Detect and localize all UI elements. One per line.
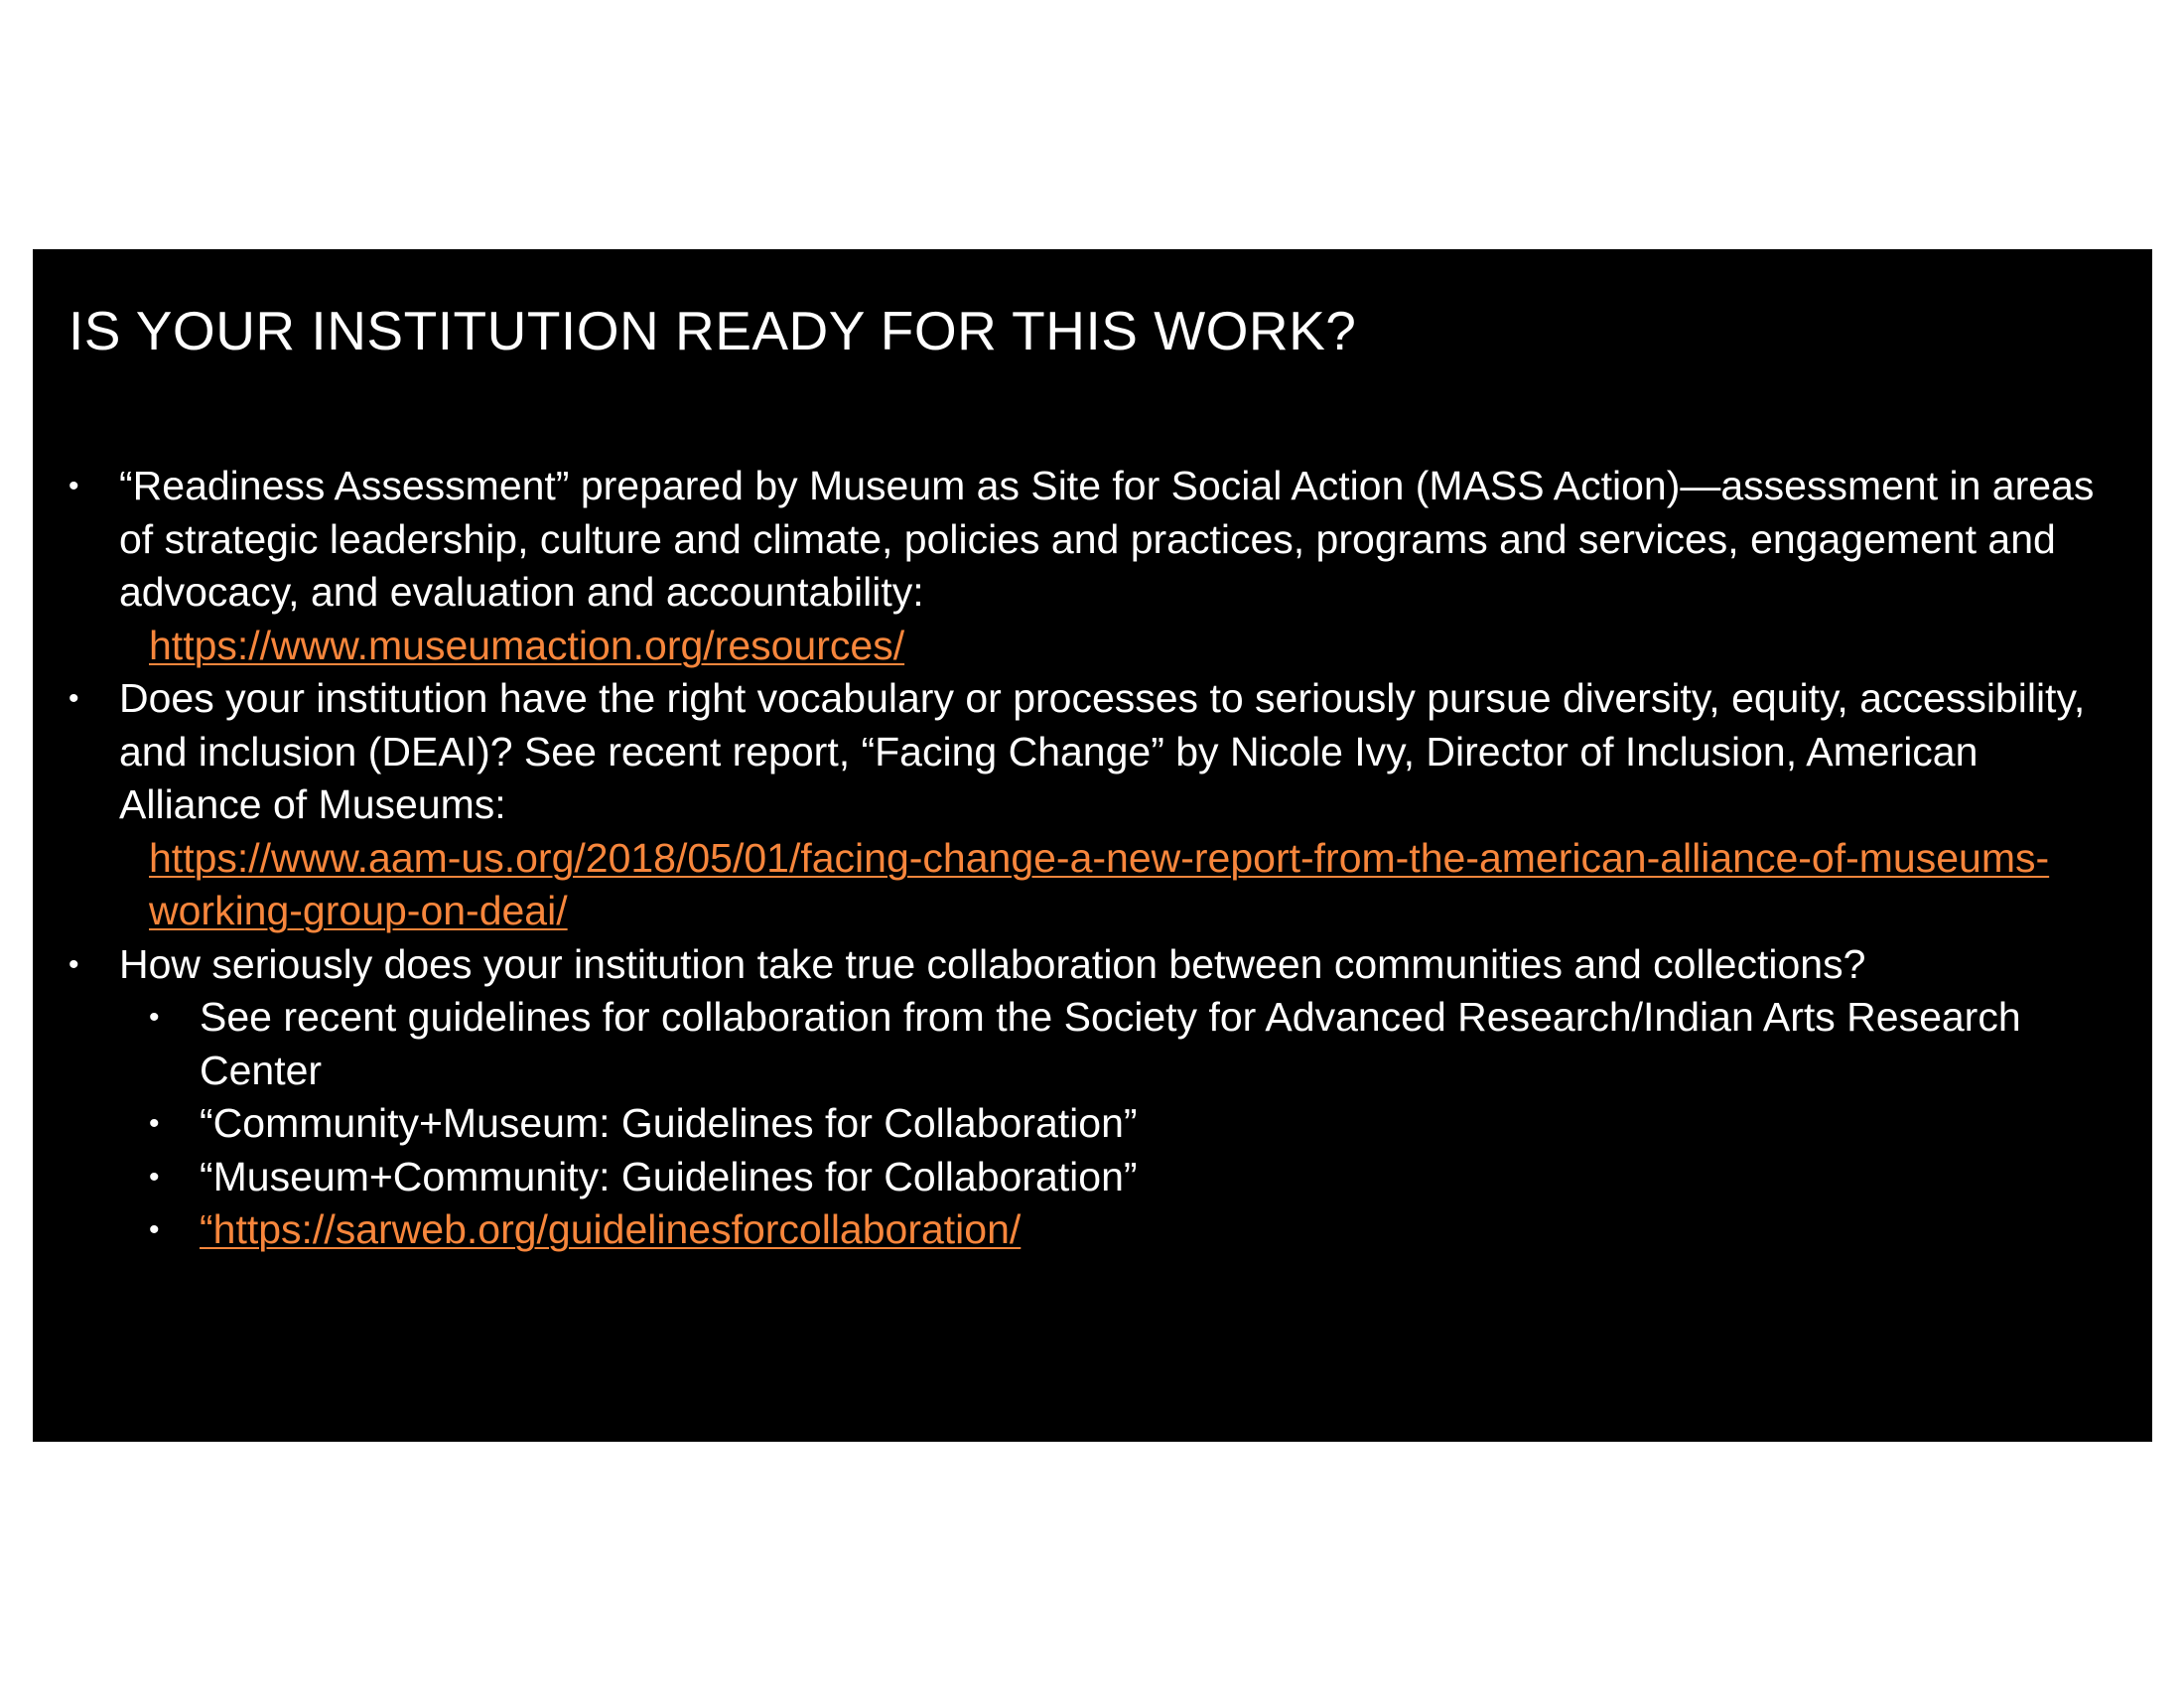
sub-bullet-sar-guidelines — [33, 991, 2127, 1097]
aam-facing-change-link[interactable]: https://www.aam-us.org/2018/05/01/facing-change-a-new-report-from-the-american-alliance-of-museums-working-group-on-deai/ — [149, 834, 2050, 933]
bullet-item-readiness-assessment — [33, 460, 2127, 672]
bullet-text: Does your institution have the right vocabulary or processes to seriously pursue diversity, equity, accessibility, and inclusion (DEAI)? See recent report, “Facing Change” by Nicole Ivy, Director of Inclusion, American Alliance of Museums: — [119, 675, 2086, 827]
bullet-dot: • — [149, 1001, 160, 1034]
sub-bullet-text: “Community+Museum: Guidelines for Collaboration” — [200, 1100, 1138, 1146]
bullet-dot: • — [68, 682, 79, 715]
slide — [33, 249, 2152, 1442]
bullet-dot: • — [68, 947, 79, 981]
bullet-item-deai-vocabulary — [33, 672, 2127, 938]
sub-bullet-sarweb-link — [33, 1203, 2127, 1257]
bullet-dot: • — [149, 1160, 160, 1194]
slide-title: IS YOUR INSTITUTION READY FOR THIS WORK? — [68, 300, 1357, 361]
slide-content — [33, 460, 2127, 1257]
bullet-dot: • — [68, 470, 79, 502]
sub-bullet-text: See recent guidelines for collaboration from the Society for Advanced Research/Indian Arts Research Center — [200, 994, 2021, 1093]
bullet-item-collaboration — [33, 938, 2127, 992]
sarweb-link[interactable]: “https://sarweb.org/guidelinesforcollaboration/ — [200, 1206, 1022, 1252]
bullet-text: “Readiness Assessment” prepared by Museum as Site for Social Action (MASS Action)—assessment in areas of strategic leadership, culture and climate, policies and practices, programs and services, engagement and advocacy, and evaluation and accountability: — [119, 463, 2095, 615]
bullet-dot: • — [149, 1213, 160, 1246]
bullet-dot: • — [149, 1107, 160, 1140]
museumaction-link[interactable]: https://www.museumaction.org/resources/ — [149, 622, 905, 668]
sub-bullet-museum-community — [33, 1151, 2127, 1204]
sub-bullet-community-museum — [33, 1097, 2127, 1151]
bullet-text: How seriously does your institution take true collaboration between communities and collections? — [119, 940, 1866, 987]
sub-bullet-text: “Museum+Community: Guidelines for Collaboration” — [200, 1153, 1138, 1199]
